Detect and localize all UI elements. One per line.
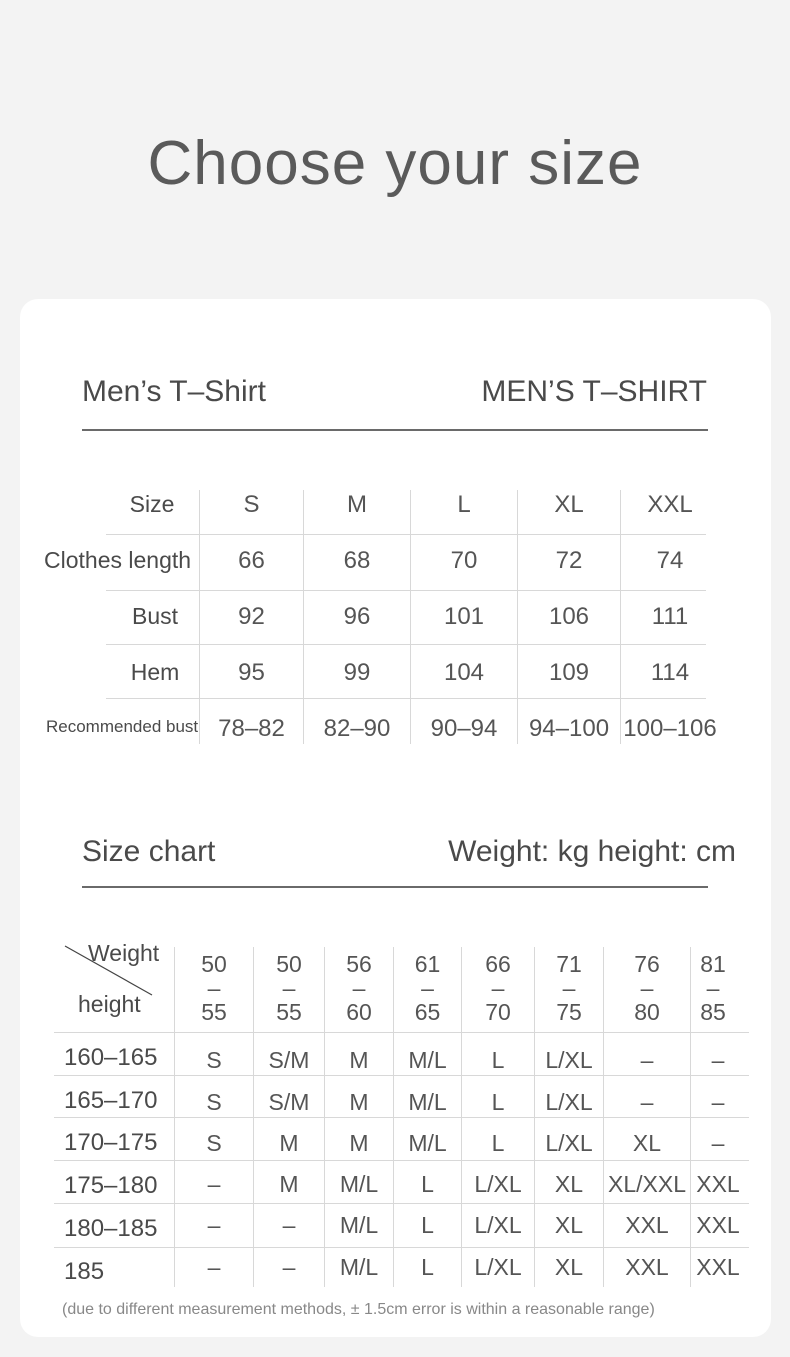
size-cell: –	[711, 1130, 725, 1156]
rec-bust-cell: 78–82	[218, 715, 285, 742]
height-label: 175–180	[64, 1172, 158, 1199]
size-cell: –	[711, 1089, 725, 1115]
size-cell: M	[349, 1089, 369, 1115]
size-cell: –	[640, 1047, 654, 1073]
size-cell: XL/XXL	[608, 1171, 686, 1197]
rec-bust-cell: 82–90	[323, 715, 391, 742]
section2-divider	[82, 886, 708, 888]
size-cell: L/XL	[545, 1047, 593, 1073]
size-cell: S	[243, 491, 260, 518]
size-cell: XL	[554, 491, 584, 518]
page-title: Choose your size	[147, 129, 643, 198]
bust-cell: 96	[343, 603, 371, 630]
size-cell: –	[282, 1254, 296, 1280]
size-cell: XL	[554, 1171, 584, 1197]
section1-title: Men’s T–Shirt	[82, 375, 266, 408]
size-cell: –	[640, 1089, 654, 1115]
size-cell: XXL	[647, 491, 693, 518]
size-cell: XL	[554, 1254, 584, 1280]
table-divider	[106, 534, 706, 535]
size-cell: M	[349, 1047, 369, 1073]
length-cell: 70	[450, 547, 478, 574]
size-cell: L	[421, 1171, 434, 1197]
rec-bust-cell: 90–94	[430, 715, 498, 742]
size-cell: L/XL	[545, 1130, 593, 1156]
corner-weight-label: Weight	[88, 940, 160, 966]
weight-header: 66 – 70	[485, 951, 511, 1025]
height-label: 170–175	[64, 1129, 158, 1156]
weight-header: 56 – 60	[346, 951, 372, 1025]
height-label: 165–170	[64, 1087, 158, 1114]
size-cell: S/M	[268, 1089, 310, 1115]
size-cell: M/L	[339, 1212, 379, 1238]
weight-header: 61 – 65	[414, 951, 441, 1025]
section2-units: Weight: kg height: cm	[448, 835, 736, 868]
hem-cell: 95	[238, 659, 265, 686]
hem-cell: 109	[548, 659, 590, 686]
size-cell: M/L	[408, 1130, 447, 1156]
size-cell: XXL	[696, 1254, 740, 1280]
height-label: 185	[64, 1258, 105, 1285]
section1-title-right: MEN’S T–SHIRT	[481, 375, 707, 408]
size-cell: XXL	[625, 1254, 669, 1280]
rec-bust-cell: 100–106	[623, 715, 717, 742]
row-label-size: Size	[129, 491, 175, 517]
table-divider	[106, 590, 706, 591]
table-divider	[54, 1160, 749, 1161]
table-divider	[54, 1203, 749, 1204]
size-cell: M	[279, 1171, 299, 1197]
row-label-recommended-bust: Recommended bust	[46, 717, 199, 736]
table-divider	[54, 1247, 749, 1248]
size-cell: M	[347, 491, 367, 518]
row-label-hem: Hem	[130, 659, 180, 685]
section2-title: Size chart	[82, 835, 216, 868]
size-cell: L	[491, 1047, 505, 1073]
hem-cell: 114	[650, 659, 690, 686]
size-cell: S	[206, 1047, 222, 1073]
weight-header: 71 – 75	[556, 951, 582, 1025]
length-cell: 74	[656, 547, 684, 574]
size-cell: L	[457, 491, 471, 518]
bust-cell: 111	[651, 603, 689, 630]
size-cell: M/L	[339, 1171, 379, 1197]
size-cell: L/XL	[545, 1089, 593, 1115]
hem-cell: 99	[343, 659, 371, 686]
length-cell: 72	[555, 547, 583, 574]
size-cell: M	[349, 1130, 369, 1156]
length-cell: 66	[238, 547, 265, 574]
size-cell: –	[711, 1047, 725, 1073]
table-divider	[54, 1032, 749, 1033]
size-cell: XXL	[696, 1171, 740, 1197]
size-cell: –	[207, 1212, 221, 1238]
row-label-clothes-length: Clothes length	[44, 547, 192, 573]
section1-divider	[82, 429, 708, 431]
size-card	[20, 299, 771, 1337]
bust-cell: 106	[548, 603, 590, 630]
bust-cell: 92	[238, 603, 265, 630]
size-cell: XL	[632, 1130, 662, 1156]
size-cell: L/XL	[474, 1212, 522, 1238]
size-cell: XXL	[625, 1212, 669, 1238]
size-cell: M/L	[408, 1089, 447, 1115]
bust-cell: 101	[443, 603, 485, 630]
size-cell: M	[279, 1130, 299, 1156]
size-cell: L	[491, 1089, 505, 1115]
size-cell: M/L	[408, 1047, 447, 1073]
size-cell: XXL	[696, 1212, 740, 1238]
table-divider	[106, 644, 706, 645]
size-cell: S	[206, 1130, 222, 1156]
weight-header: 81 – 85	[700, 951, 726, 1025]
table-divider	[106, 698, 706, 699]
corner-height-label: height	[78, 991, 141, 1017]
size-cell: M/L	[339, 1254, 379, 1280]
hem-cell: 104	[443, 659, 485, 686]
size-cell: L	[421, 1212, 434, 1238]
size-cell: XL	[554, 1212, 584, 1238]
size-cell: L/XL	[474, 1254, 522, 1280]
height-label: 180–185	[64, 1215, 158, 1242]
table-divider	[54, 1117, 749, 1118]
size-cell: L/XL	[474, 1171, 522, 1197]
size-cell: –	[207, 1254, 221, 1280]
weight-header: 76 – 80	[634, 951, 660, 1025]
size-cell: S/M	[268, 1047, 310, 1073]
size-cell: L	[491, 1130, 505, 1156]
size-cell: –	[282, 1212, 296, 1238]
weight-header: 50 – 55	[276, 951, 302, 1025]
length-cell: 68	[343, 547, 371, 574]
weight-header: 50 – 55	[201, 951, 227, 1025]
size-cell: L	[421, 1254, 434, 1280]
rec-bust-cell: 94–100	[528, 715, 610, 742]
table-divider	[54, 1075, 749, 1076]
size-cell: S	[206, 1089, 222, 1115]
height-label: 160–165	[64, 1044, 158, 1071]
measurement-footnote: (due to different measurement methods, ± 1.5cm error is within a reasonable range)	[62, 1301, 655, 1318]
size-cell: –	[207, 1171, 221, 1197]
row-label-bust: Bust	[131, 603, 179, 629]
